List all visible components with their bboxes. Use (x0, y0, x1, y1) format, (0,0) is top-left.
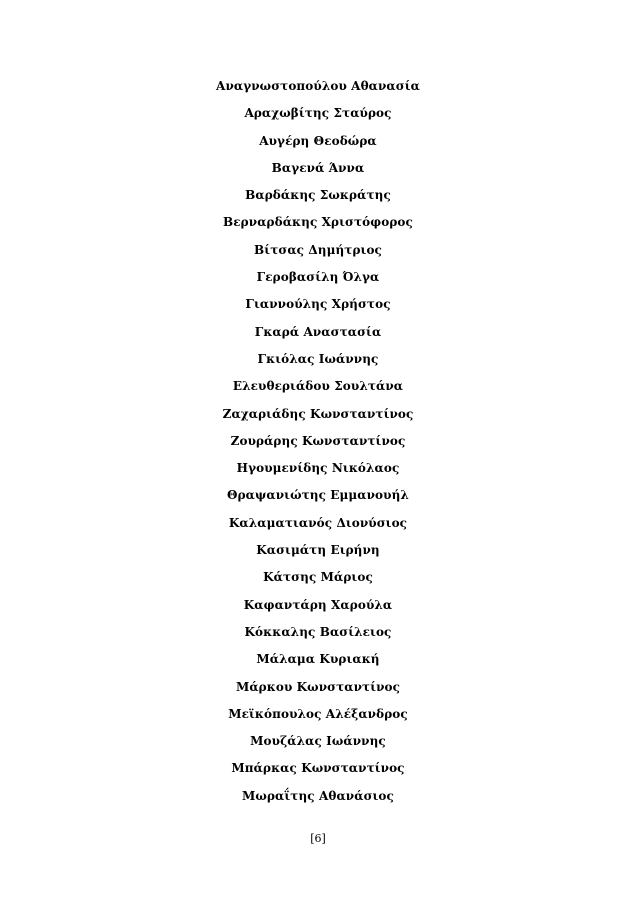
list-item: Αραχωβίτης Σταύρος (244, 106, 392, 121)
list-item: Γιαννούλης Χρήστος (245, 297, 391, 312)
name-list (0, 73, 636, 810)
list-item: Μουζάλας Ιωάννης (250, 734, 386, 749)
list-item: Ζουράρης Κωνσταντίνος (230, 433, 406, 448)
list-item: Μωραΐτης Αθανάσιος (242, 788, 394, 803)
list-item: Κάτσης Μάριος (263, 570, 373, 585)
list-item: Καλαματιανός Διονύσιος (228, 515, 408, 530)
list-item: Βαγενά Άννα (271, 160, 365, 175)
list-item: Βίτσας Δημήτριος (254, 242, 382, 257)
list-item: Ζαχαριάδης Κωνσταντίνος (222, 406, 414, 421)
page-number: [6] (310, 832, 326, 845)
list-item: Αναγνωστοπούλου Αθανασία (216, 79, 420, 93)
list-item: Γκιόλας Ιωάννης (257, 351, 379, 366)
list-item: Θραψανιώτης Εμμανουήλ (227, 488, 409, 503)
list-item: Μεϊκόπουλος Αλέξανδρος (228, 706, 408, 721)
list-item: Γεροβασίλη Όλγα (256, 270, 380, 285)
list-item: Βερναρδάκης Χριστόφορος (223, 215, 413, 230)
list-item: Βαρδάκης Σωκράτης (245, 188, 391, 203)
list-item: Ελευθεριάδου Σουλτάνα (232, 379, 404, 394)
list-item: Αυγέρη Θεοδώρα (259, 133, 377, 148)
list-item: Μάρκου Κωνσταντίνος (235, 679, 401, 694)
list-item: Μπάρκας Κωνσταντίνος (231, 761, 405, 776)
list-item: Γκαρά Αναστασία (254, 324, 382, 339)
list-item: Κασιμάτη Ειρήνη (256, 543, 380, 558)
list-item: Ηγουμενίδης Νικόλαος (236, 461, 400, 476)
list-item: Μάλαμα Κυριακή (256, 652, 380, 667)
list-item: Κόκκαλης Βασίλειος (244, 624, 392, 639)
list-item: Καφαντάρη Χαρούλα (243, 597, 393, 612)
